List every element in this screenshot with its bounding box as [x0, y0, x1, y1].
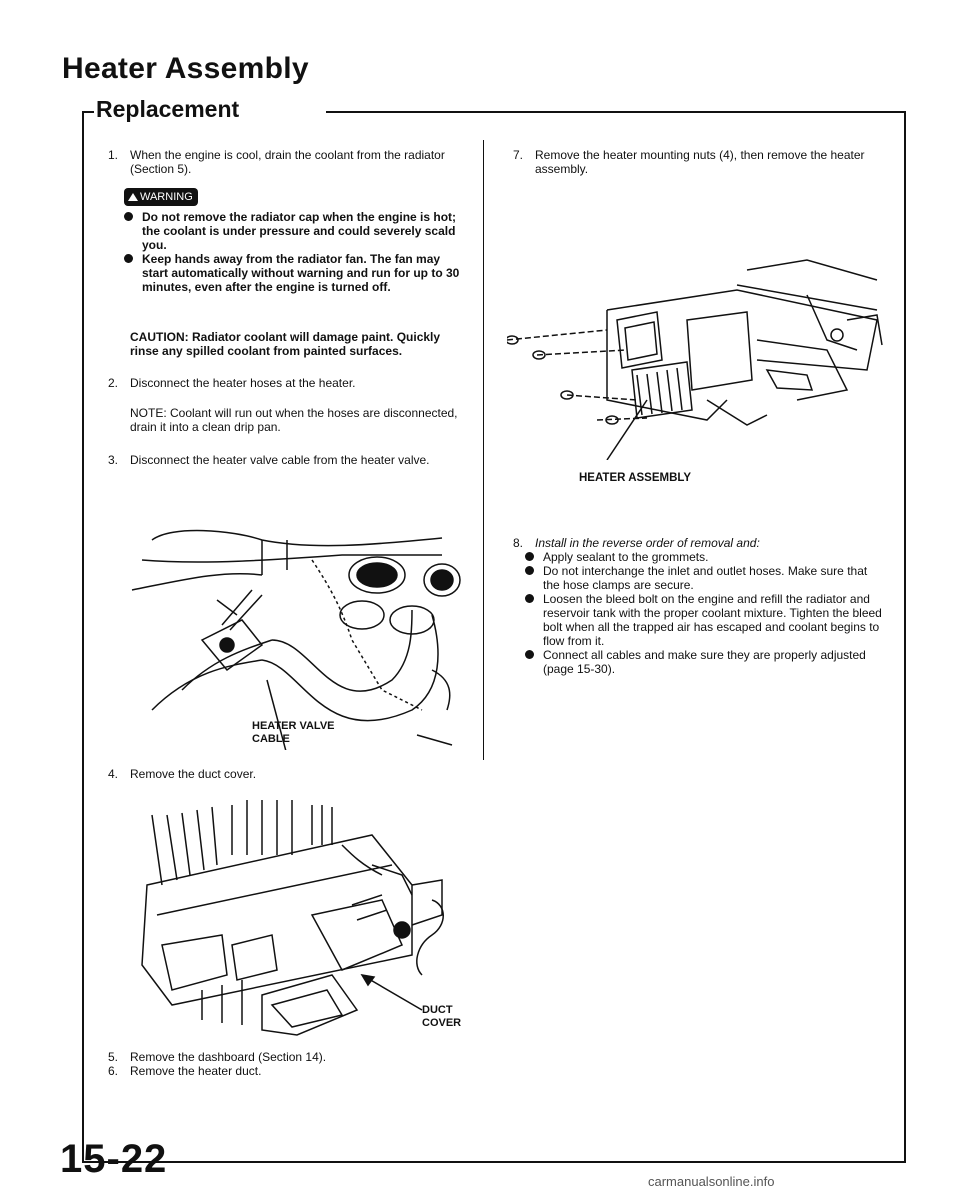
step-text: Remove the heater mounting nuts (4), then remove the heater assembly. — [535, 148, 865, 176]
step-text: Remove the heater duct. — [130, 1064, 262, 1078]
step-number: 7. — [512, 148, 523, 162]
page-title: Heater Assembly — [62, 52, 309, 85]
step-number: 1. — [107, 148, 118, 162]
step-text: Remove the duct cover. — [130, 767, 257, 781]
install-item: Loosen the bleed bolt on the engine and refill the radiator and reservoir tank with the proper coolant mixture. Tighten the bleed bolt when all the trapped air has escaped and coolant begins to flow from it. — [523, 592, 887, 648]
footer-watermark: carmanualsonline.info — [648, 1174, 775, 1189]
step-4 — [92, 767, 462, 781]
step-8 — [497, 536, 887, 550]
step-5 — [92, 1050, 462, 1064]
step-1 — [92, 148, 462, 176]
install-list — [523, 550, 887, 676]
heater-assembly-label: HEATER ASSEMBLY — [579, 472, 692, 484]
duct-cover-illustration — [112, 795, 462, 1050]
step-text: When the engine is cool, drain the coolant from the radiator (Section 5). — [130, 148, 445, 176]
step-text: Disconnect the heater valve cable from the heater valve. — [130, 453, 430, 467]
bullet-icon — [525, 594, 534, 603]
step-text: Install in the reverse order of removal and: — [535, 536, 760, 550]
step-number: 6. — [107, 1064, 118, 1078]
bullet-icon — [525, 552, 534, 561]
warning-item: Do not remove the radiator cap when the engine is hot; the coolant is under pressure and could severely scald you. — [122, 210, 462, 252]
step-number: 2. — [107, 376, 118, 390]
install-item: Connect all cables and make sure they are properly adjusted (page 15-30). — [523, 648, 887, 676]
bullet-icon — [525, 650, 534, 659]
page-number: 15-22 — [60, 1137, 168, 1181]
warning-triangle-icon — [128, 193, 138, 201]
section-title: Replacement — [96, 96, 240, 122]
step-7 — [497, 148, 887, 176]
install-item: Do not interchange the inlet and outlet hoses. Make sure that the hose clamps are secure. — [523, 564, 887, 592]
step-number: 3. — [107, 453, 118, 467]
note-text: NOTE: Coolant will run out when the hoses are disconnected, drain it into a clean drip pan. — [130, 406, 458, 434]
bullet-icon — [124, 212, 133, 221]
bullet-icon — [124, 254, 133, 263]
column-divider — [483, 140, 484, 760]
step-number: 8. — [512, 536, 523, 550]
heater-valve-cable-illustration — [112, 520, 462, 750]
step-2 — [92, 376, 462, 390]
warning-item: Keep hands away from the radiator fan. The fan may start automatically without warning and run for up to 30 minutes, even after the engine is turned off. — [122, 252, 462, 294]
step-3 — [92, 453, 462, 467]
heater-valve-cable-label: HEATER VALVE CABLE — [252, 720, 335, 745]
bullet-icon — [525, 566, 534, 575]
install-item: Apply sealant to the grommets. — [523, 550, 887, 564]
step-6 — [92, 1064, 462, 1078]
caution-text: CAUTION: Radiator coolant will damage paint. Quickly rinse any spilled coolant from painted surfaces. — [130, 330, 441, 358]
warning-list — [122, 210, 462, 294]
step-number: 5. — [107, 1050, 118, 1064]
step-text: Remove the dashboard (Section 14). — [130, 1050, 327, 1064]
heater-assembly-illustration — [507, 250, 887, 460]
duct-cover-label: DUCT COVER — [422, 1004, 462, 1029]
step-number: 4. — [107, 767, 118, 781]
step-text: Disconnect the heater hoses at the heater. — [130, 376, 356, 390]
warning-badge — [124, 188, 198, 206]
warning-label: WARNING — [140, 191, 193, 203]
